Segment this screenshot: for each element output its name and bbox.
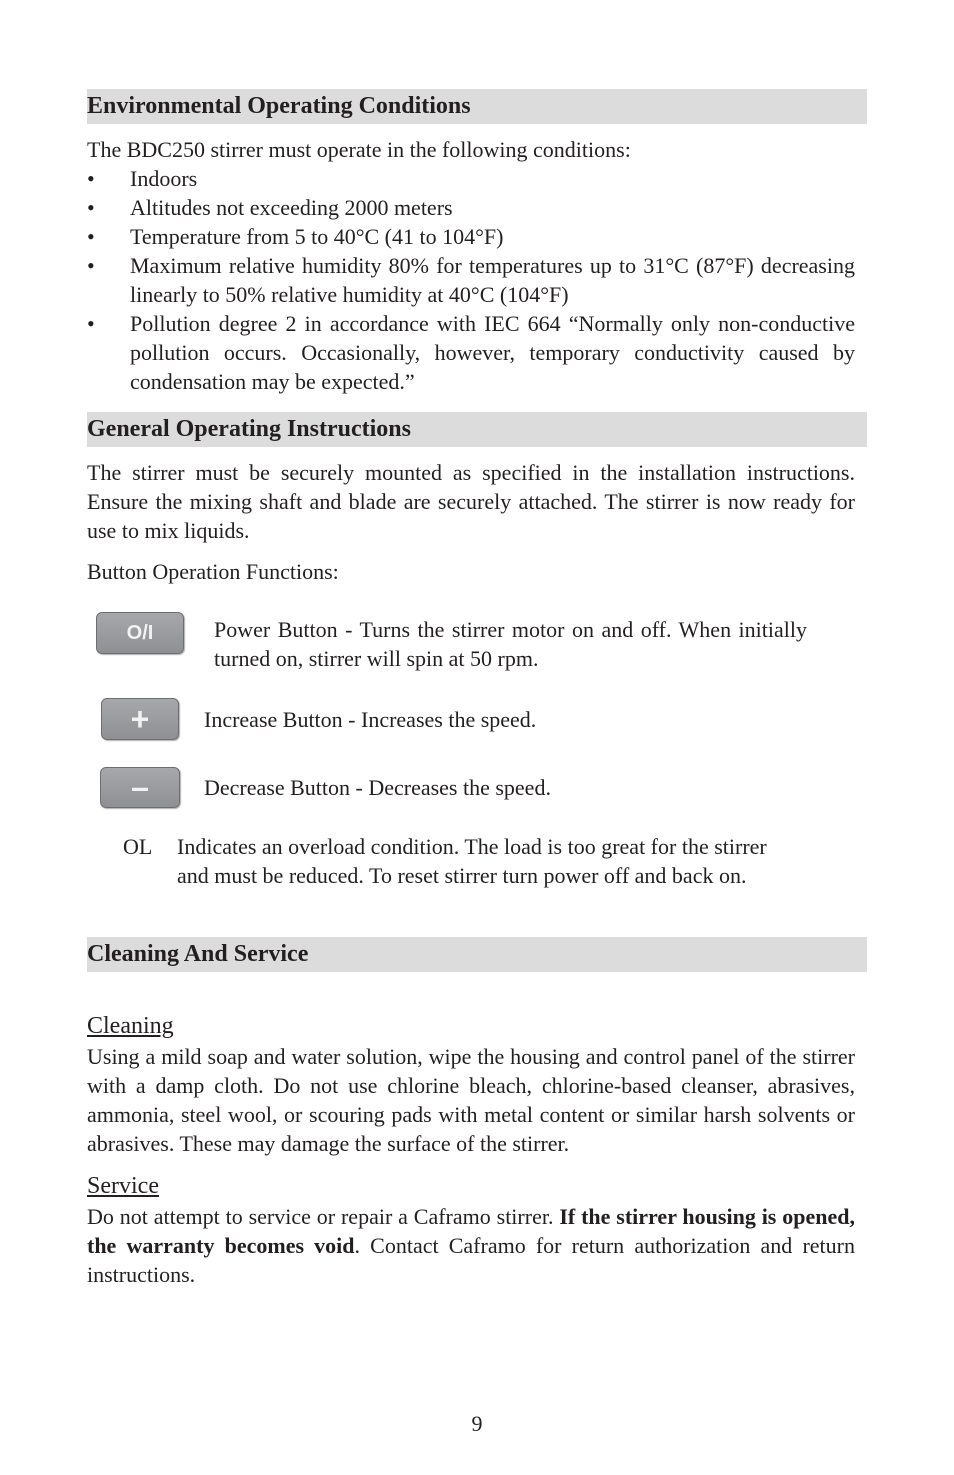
env-heading: Environmental Operating Conditions bbox=[87, 89, 867, 124]
env-intro: The BDC250 stirrer must operate in the following conditions: bbox=[87, 137, 631, 162]
service-text bbox=[87, 1202, 855, 1289]
decrease-button-icon bbox=[100, 767, 180, 808]
overload-code: OL bbox=[123, 834, 153, 859]
increase-button-icon bbox=[101, 698, 179, 740]
minus-icon: – bbox=[131, 769, 149, 805]
service-text-intro: Do not attempt to service or repair a Caframo stirrer. bbox=[87, 1204, 560, 1229]
power-button-icon bbox=[96, 612, 184, 654]
env-item-altitude: Altitudes not exceeding 2000 meters bbox=[130, 195, 453, 220]
cleaning-text: Using a mild soap and water solution, wipe the housing and control panel of the stirrer with a damp cloth. Do not use chlorine bleach, chlorine-based cleanser, abrasives, ammonia, steel wool, or scouring pads with metal content or similar harsh solvents or abrasives. These may damage the surface of the stirrer. bbox=[87, 1044, 855, 1156]
cleaning-subheading: Cleaning bbox=[87, 1013, 174, 1039]
service-subheading: Service bbox=[87, 1173, 159, 1199]
cleaning-service-heading: Cleaning And Service bbox=[87, 937, 867, 972]
env-item-temperature: Temperature from 5 to 40°C (41 to 104°F) bbox=[130, 224, 504, 249]
general-paragraph: The stirrer must be securely mounted as specified in the installation instructions. Ensure the mixing shaft and blade are securely attached. The stirrer is now ready for use to mix liquids. bbox=[87, 460, 855, 543]
bullet-marker: • bbox=[87, 195, 95, 220]
decrease-button-description: Decrease Button - Decreases the speed. bbox=[204, 775, 551, 800]
increase-button-description: Increase Button - Increases the speed. bbox=[204, 707, 537, 732]
overload-description: Indicates an overload condition. The load is too great for the stirrer and must be reduced. To reset stirrer turn power off and back on. bbox=[177, 834, 767, 888]
service-text-contact: . Contact Caframo for return authorization and return instructions. bbox=[87, 1233, 855, 1287]
bullet-marker: • bbox=[87, 224, 95, 249]
page-number: 9 bbox=[471, 1411, 483, 1436]
env-item-indoors: Indoors bbox=[130, 166, 198, 191]
button-functions-label: Button Operation Functions: bbox=[87, 559, 339, 584]
warranty-warning: If the stirrer housing is opened, the warranty becomes void bbox=[87, 1204, 855, 1258]
bullet-marker: • bbox=[87, 253, 95, 278]
power-button-description: Power Button - Turns the stirrer motor on and off. When initially turned on, stirrer will spin at 50 rpm. bbox=[214, 617, 807, 671]
bullet-marker: • bbox=[87, 311, 95, 336]
plus-icon: + bbox=[130, 700, 150, 737]
power-symbol-icon: O/I bbox=[126, 621, 154, 644]
general-heading: General Operating Instructions bbox=[87, 412, 867, 447]
env-item-humidity: Maximum relative humidity 80% for temperatures up to 31°C (87°F) decreasing linearly to 50% relative humidity at 40°C (104°F) bbox=[130, 253, 855, 307]
bullet-marker: • bbox=[87, 166, 95, 191]
env-item-pollution: Pollution degree 2 in accordance with IEC 664 “Normally only non-conductive pollution occurs. Occasionally, however, temporary conductivity caused by condensation may be expected.” bbox=[130, 311, 855, 394]
